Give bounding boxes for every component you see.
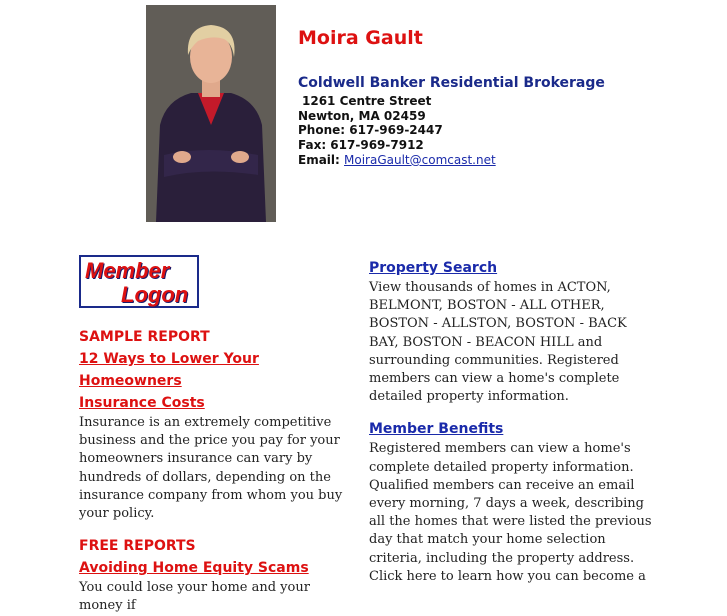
email-row xyxy=(298,153,496,168)
free-reports-label: FREE REPORTS xyxy=(79,538,196,555)
sample-report-link-line-2[interactable]: Insurance Costs xyxy=(79,395,205,411)
email-link[interactable]: MoiraGault@comcast.net xyxy=(344,152,496,167)
property-search-link[interactable]: Property Search xyxy=(369,260,498,276)
contact-block xyxy=(298,94,496,168)
brokerage-name: Coldwell Banker Residential Brokerage xyxy=(298,75,605,91)
address-line-2: Newton, MA 02459 xyxy=(298,108,426,123)
free-report-link[interactable]: Avoiding Home Equity Scams xyxy=(79,560,309,577)
agent-name: Moira Gault xyxy=(298,27,423,49)
spacer xyxy=(79,523,354,535)
member-benefits-link[interactable]: Member Benefits xyxy=(369,421,504,438)
email-label: Email: xyxy=(298,152,340,167)
sample-report-label: SAMPLE REPORT xyxy=(79,329,210,345)
fax-number: Fax: 617-969-7912 xyxy=(298,138,424,153)
property-search-text: View thousands of homes in ACTON, BELMONT, BOSTON - ALL OTHER, BOSTON - ALLSTON, BOSTON - BACK BAY, BOSTON - BEACON HILL and surrounding communities. Registered members can view a home's complete detailed property information. xyxy=(369,280,627,405)
member-benefits-text: Registered members can view a home's complete detailed property information. Qualified members can receive an email every morning, 7 days a week, describing all the homes that were listed the previous day that match your home selection criteria, including the property address. Click here to learn how you can become a xyxy=(369,441,652,584)
right-column xyxy=(369,259,654,586)
free-report-text: You could lose your home and your money if xyxy=(79,580,310,614)
left-column xyxy=(79,326,354,616)
spacer xyxy=(369,406,654,420)
logon-label-line-1: Member xyxy=(85,258,170,283)
agent-photo xyxy=(146,5,276,222)
logon-label-line-2: Logon xyxy=(121,282,189,307)
address-line-1: 1261 Centre Street xyxy=(302,94,432,108)
member-logon-button[interactable] xyxy=(79,255,199,308)
phone-number: Phone: 617-969-2447 xyxy=(298,123,443,138)
sample-report-link-line-1[interactable]: 12 Ways to Lower Your Homeowners xyxy=(79,351,259,389)
sample-report-text: Insurance is an extremely competitive business and the price you pay for your homeowners insurance can vary by hundreds of dollars, depending on the insurance company from whom you buy your policy. xyxy=(79,415,343,522)
